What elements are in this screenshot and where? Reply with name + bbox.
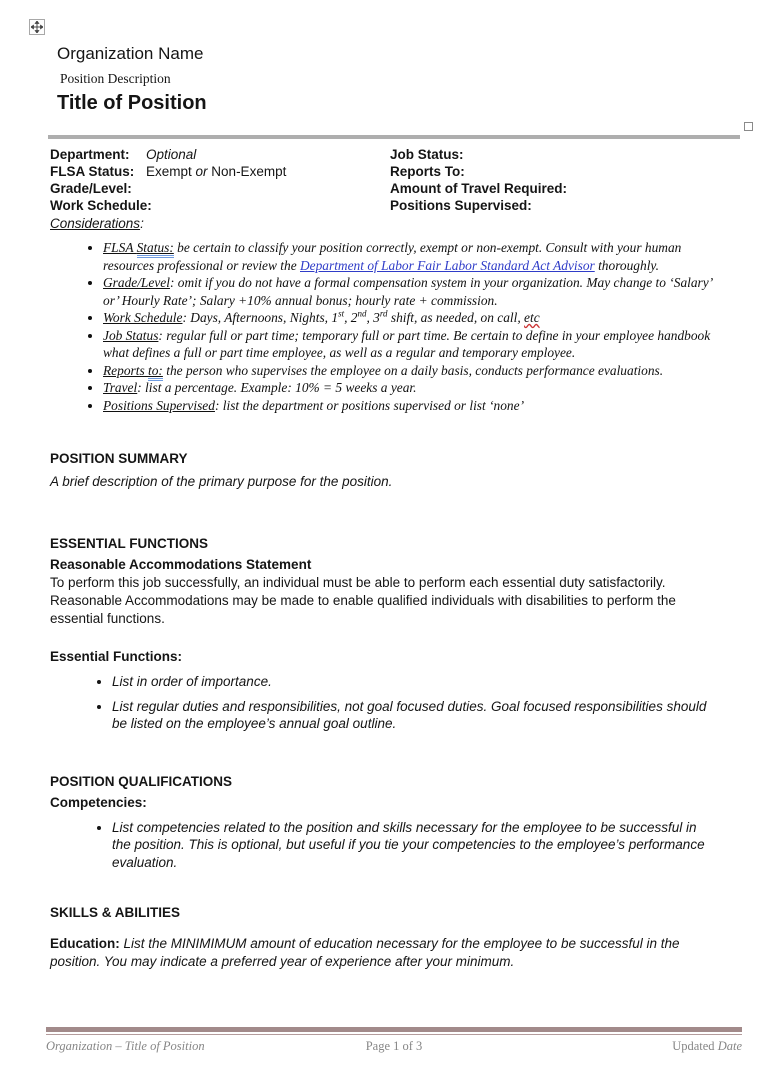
bullet-term: Travel: [103, 380, 138, 395]
field-value-segment: Exempt: [146, 164, 196, 179]
grammar-marked-text: Status:: [137, 240, 174, 258]
field-reports-to: [390, 163, 740, 180]
footer-page-number: Page 1 of 3: [365, 1039, 423, 1053]
essential-functions-list: [72, 673, 710, 733]
field-grade-level: [50, 180, 390, 197]
list-item-job-status: [103, 327, 722, 362]
list-item-travel: [103, 379, 722, 397]
page-footer: [46, 1027, 742, 1054]
field-job-status: [390, 146, 740, 163]
section-heading-position-summary: POSITION SUMMARY: [50, 451, 188, 466]
field-label: Amount of Travel Required:: [390, 181, 568, 196]
field-label: FLSA Status:: [50, 164, 135, 179]
bullet-term: Job Status: [103, 327, 159, 343]
document-header: [57, 44, 207, 115]
footer-right-text: [422, 1039, 742, 1054]
list-item: • List competencies related to the position and skills necessary for the employee to be successful in the position. This is optional, but useful if you tie your competencies to the employee’s performance evaluation.: [112, 819, 710, 872]
field-label: Work Schedule:: [50, 198, 152, 213]
position-summary-body: A brief description of the primary purpose for the position.: [50, 474, 393, 489]
bullet-text: : regular full or part time; temporary full or part time. Be certain to define in your employee handbook what defines a full or part time employee, as well as a regular and temporary employee.: [103, 327, 711, 360]
field-value-segment: Non-Exempt: [207, 164, 287, 179]
list-item-work-schedule: [103, 309, 722, 327]
position-fields: [50, 146, 740, 214]
field-work-schedule: [50, 197, 390, 214]
grammar-marked-text: to:: [148, 363, 163, 381]
field-label: Department:: [50, 147, 130, 162]
list-item-flsa-status: [103, 239, 722, 274]
field-label: Reports To:: [390, 164, 465, 179]
considerations-heading-colon: :: [140, 216, 144, 231]
education-text: List the MINIMIMUM amount of education necessary for the employee to be successful in the position. You may indicate a preferred year of experience after your minimum.: [50, 936, 680, 969]
section-heading-skills-abilities: SKILLS & ABILITIES: [50, 905, 181, 920]
bullet-text: be certain to classify your position correctly, exempt or non-exempt. Consult with your human resources professional or review the: [103, 240, 682, 273]
section-heading-position-qualifications: POSITION QUALIFICATIONS: [50, 773, 232, 789]
education-paragraph: [50, 935, 730, 971]
bullet-text: , 2: [344, 310, 358, 325]
fields-right-column: [390, 146, 740, 214]
footer-text-row: [46, 1039, 742, 1054]
position-title: Title of Position: [57, 92, 207, 114]
document-type-label: Position Description: [60, 71, 171, 86]
list-item: • List in order of importance.: [112, 673, 710, 691]
considerations-heading: [50, 215, 740, 232]
footer-updated-date: Date: [717, 1039, 742, 1053]
bullet-text: thoroughly.: [594, 257, 659, 273]
field-travel-required: [390, 180, 740, 197]
essential-functions-list-heading: Essential Functions:: [50, 649, 183, 664]
bullet-text: : list the department or positions supervised or list ‘none’: [214, 397, 525, 413]
ordinal-suffix: nd: [357, 308, 367, 319]
misspelled-word: etc: [524, 310, 540, 325]
field-label: Grade/Level:: [50, 181, 132, 196]
considerations-heading-text: Considerations: [50, 216, 141, 231]
move-handle[interactable]: [29, 19, 45, 35]
bullet-term: [103, 363, 163, 381]
field-label: Positions Supervised:: [390, 198, 532, 213]
document-body: [50, 146, 740, 971]
bullet-term-text: Reports: [103, 362, 149, 378]
footer-updated-label: Updated: [672, 1039, 718, 1053]
education-label: Education:: [50, 936, 120, 951]
bullet-text: : omit if you do not have a formal compensation system in your organization. May change to ‘Salary’ or’ Hourly Rate’; Salary +10% annual bonus; hourly rate + commission.: [103, 275, 712, 308]
footer-line: [46, 1034, 742, 1035]
list-item-positions-supervised: [103, 397, 722, 415]
anchor-square-icon[interactable]: [744, 122, 753, 131]
competencies-list: [72, 819, 710, 872]
competencies-heading: Competencies:: [50, 794, 147, 810]
field-label: Job Status:: [390, 147, 464, 162]
dol-flsa-advisor-link[interactable]: Department of Labor Fair Labor Standard Act Advisor: [300, 257, 595, 273]
bullet-text: shift, as needed, on call,: [387, 310, 525, 325]
field-positions-supervised: [390, 197, 740, 214]
header-divider: [48, 135, 740, 139]
reasonable-accommodations-heading: Reasonable Accommodations Statement: [50, 557, 312, 572]
bullet-text: the person who supervises the employee on a daily basis, conducts performance evaluations.: [162, 362, 664, 378]
fields-left-column: [50, 146, 390, 214]
list-item: • List regular duties and responsibilities, not goal focused duties. Goal focused responsibilities should be listed on the employee’s annual goal outline.: [112, 698, 710, 733]
bullet-term: Grade/Level: [103, 275, 170, 290]
bullet-term: Positions Supervised: [103, 397, 215, 413]
bullet-term: [103, 240, 174, 258]
field-value: [146, 164, 286, 179]
list-item-grade-level: [103, 274, 722, 309]
field-value: Optional: [146, 147, 197, 162]
field-flsa-status: [50, 163, 390, 180]
footer-bar: [46, 1027, 742, 1032]
bullet-term: Work Schedule: [103, 310, 183, 325]
reasonable-accommodations-body: To perform this job successfully, an individual must be able to perform each essential duty satisfactorily. Reasonable Accommodations may be made to enable qualified individuals with disabilities to perform the essential functions.: [50, 575, 676, 626]
move-handle-icon: [31, 21, 43, 33]
footer-left-text: Organization – Title of Position: [46, 1039, 205, 1053]
bullet-text: : list a percentage. Example: 10% = 5 weeks a year.: [137, 380, 417, 395]
list-item-reports-to: [103, 362, 722, 380]
ordinal-suffix: st: [338, 308, 345, 319]
bullet-text: , 3: [366, 310, 380, 325]
field-value-segment: or: [195, 164, 208, 179]
bullet-term-text: FLSA: [103, 240, 137, 255]
ordinal-suffix: rd: [379, 308, 388, 319]
considerations-list: [68, 239, 722, 414]
field-department: [50, 146, 390, 163]
bullet-text: : Days, Afternoons, Nights, 1: [182, 310, 339, 325]
section-heading-essential-functions: ESSENTIAL FUNCTIONS: [50, 536, 209, 551]
organization-name: Organization Name: [57, 44, 204, 63]
